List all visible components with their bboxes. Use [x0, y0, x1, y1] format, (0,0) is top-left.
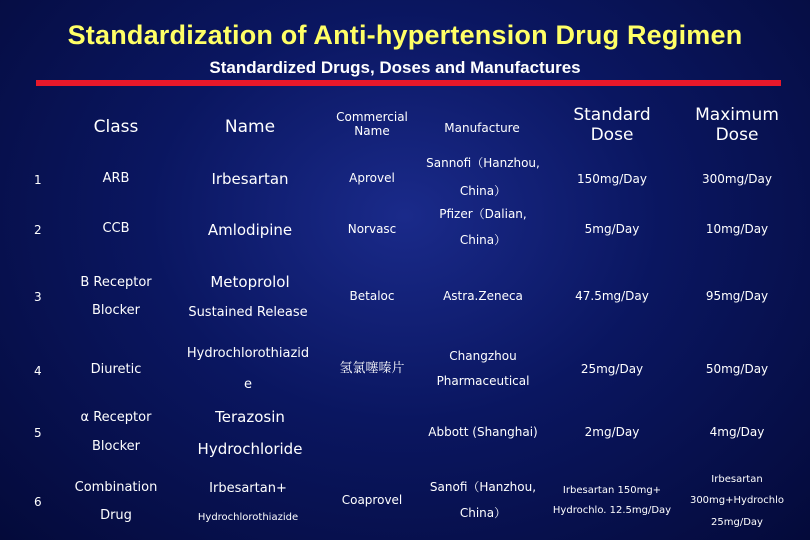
- row-standard-dose: 5mg/Day: [584, 222, 640, 236]
- row-maximum-dose-line2: 300mg+Hydrochlo: [689, 495, 785, 506]
- row-name-line2: e: [244, 377, 252, 392]
- row-name: Amlodipine: [207, 221, 293, 239]
- row-name-line1: Irbesartan+: [209, 481, 287, 496]
- row-class: ARB: [102, 171, 130, 186]
- row-class: Diuretic: [90, 362, 142, 377]
- row-class-line1: B Receptor: [80, 275, 152, 290]
- row-number: 5: [34, 426, 42, 440]
- row-class-line2: Blocker: [91, 439, 141, 454]
- row-manufacture-line1: Sanofi（Hanzhou,: [429, 480, 537, 494]
- header-maximum-line1: Maximum: [695, 105, 779, 125]
- row-standard-dose-line1: Irbesartan 150mg+: [562, 485, 662, 496]
- header-class: Class: [93, 117, 139, 137]
- row-maximum-dose: 95mg/Day: [705, 289, 769, 303]
- row-manufacture: Abbott (Shanghai): [428, 425, 538, 439]
- row-commercial-name: Norvasc: [347, 222, 397, 236]
- accent-divider: [36, 80, 781, 86]
- row-number: 1: [34, 173, 42, 187]
- row-standard-dose: 25mg/Day: [580, 362, 644, 376]
- header-name: Name: [224, 117, 276, 137]
- row-number: 2: [34, 223, 42, 237]
- page-title: Standardization of Anti-hypertension Drug Regimen: [67, 20, 743, 50]
- row-maximum-dose: 300mg/Day: [702, 172, 772, 186]
- row-name-line1: Terazosin: [215, 408, 285, 426]
- row-manufacture-line2: China）: [459, 506, 507, 520]
- row-manufacture-line1: Changzhou: [449, 349, 517, 363]
- row-manufacture-line1: Pfizer（Dalian,: [439, 207, 527, 221]
- row-maximum-dose-line3: 25mg/Day: [711, 517, 763, 528]
- row-class: CCB: [102, 221, 130, 236]
- header-commercial-name: [326, 111, 418, 139]
- row-manufacture-line1: Sannofi（Hanzhou,: [426, 156, 540, 170]
- row-standard-dose: 150mg/Day: [577, 172, 647, 186]
- row-standard-dose-line2: Hydrochlo. 12.5mg/Day: [552, 505, 672, 516]
- row-name-line1: Metoprolol: [210, 273, 290, 291]
- row-maximum-dose: 50mg/Day: [705, 362, 769, 376]
- row-manufacture: Astra.Zeneca: [443, 289, 523, 303]
- row-commercial-name: Betaloc: [349, 289, 395, 303]
- row-commercial-name: 氢氯噻嗪片: [339, 361, 405, 376]
- header-standard-line1: Standard: [573, 105, 651, 125]
- row-maximum-dose-line1: Irbesartan: [711, 474, 763, 485]
- row-number: 4: [34, 364, 42, 378]
- header-standard-line2: Dose: [590, 124, 634, 145]
- header-maximum-dose: [680, 106, 794, 145]
- header-standard-dose: [556, 106, 668, 145]
- row-maximum-dose: 4mg/Day: [709, 425, 765, 439]
- header-commercial-line1: Commercial: [336, 110, 408, 124]
- row-name: Irbesartan: [211, 170, 289, 188]
- row-class-line2: Blocker: [91, 303, 141, 318]
- page-subtitle: Standardized Drugs, Doses and Manufactures: [209, 58, 581, 77]
- row-manufacture-line2: Pharmaceutical: [436, 374, 530, 388]
- row-number: 3: [34, 290, 42, 304]
- row-number: 6: [34, 495, 42, 509]
- row-name-line2: Hydrochloride: [197, 440, 303, 458]
- header-commercial-line2: Name: [354, 123, 390, 138]
- row-commercial-name: Aprovel: [349, 171, 395, 185]
- row-class-line1: Combination: [74, 480, 158, 495]
- row-commercial-name: Coaprovel: [341, 493, 403, 507]
- row-manufacture-line2: China）: [459, 233, 507, 247]
- row-name-line2: Sustained Release: [188, 305, 308, 320]
- row-name-line1: Hydrochlorothiazid: [186, 346, 310, 361]
- row-class-line2: Drug: [100, 508, 132, 523]
- row-class-line1: α Receptor: [80, 410, 152, 425]
- row-name-line2: Hydrochlorothiazide: [197, 512, 299, 523]
- row-maximum-dose: 10mg/Day: [705, 222, 769, 236]
- row-manufacture-line2: China）: [459, 184, 507, 198]
- header-manufacture: Manufacture: [444, 121, 520, 135]
- header-maximum-line2: Dose: [715, 124, 759, 145]
- row-standard-dose: 47.5mg/Day: [575, 289, 649, 303]
- row-standard-dose: 2mg/Day: [584, 425, 640, 439]
